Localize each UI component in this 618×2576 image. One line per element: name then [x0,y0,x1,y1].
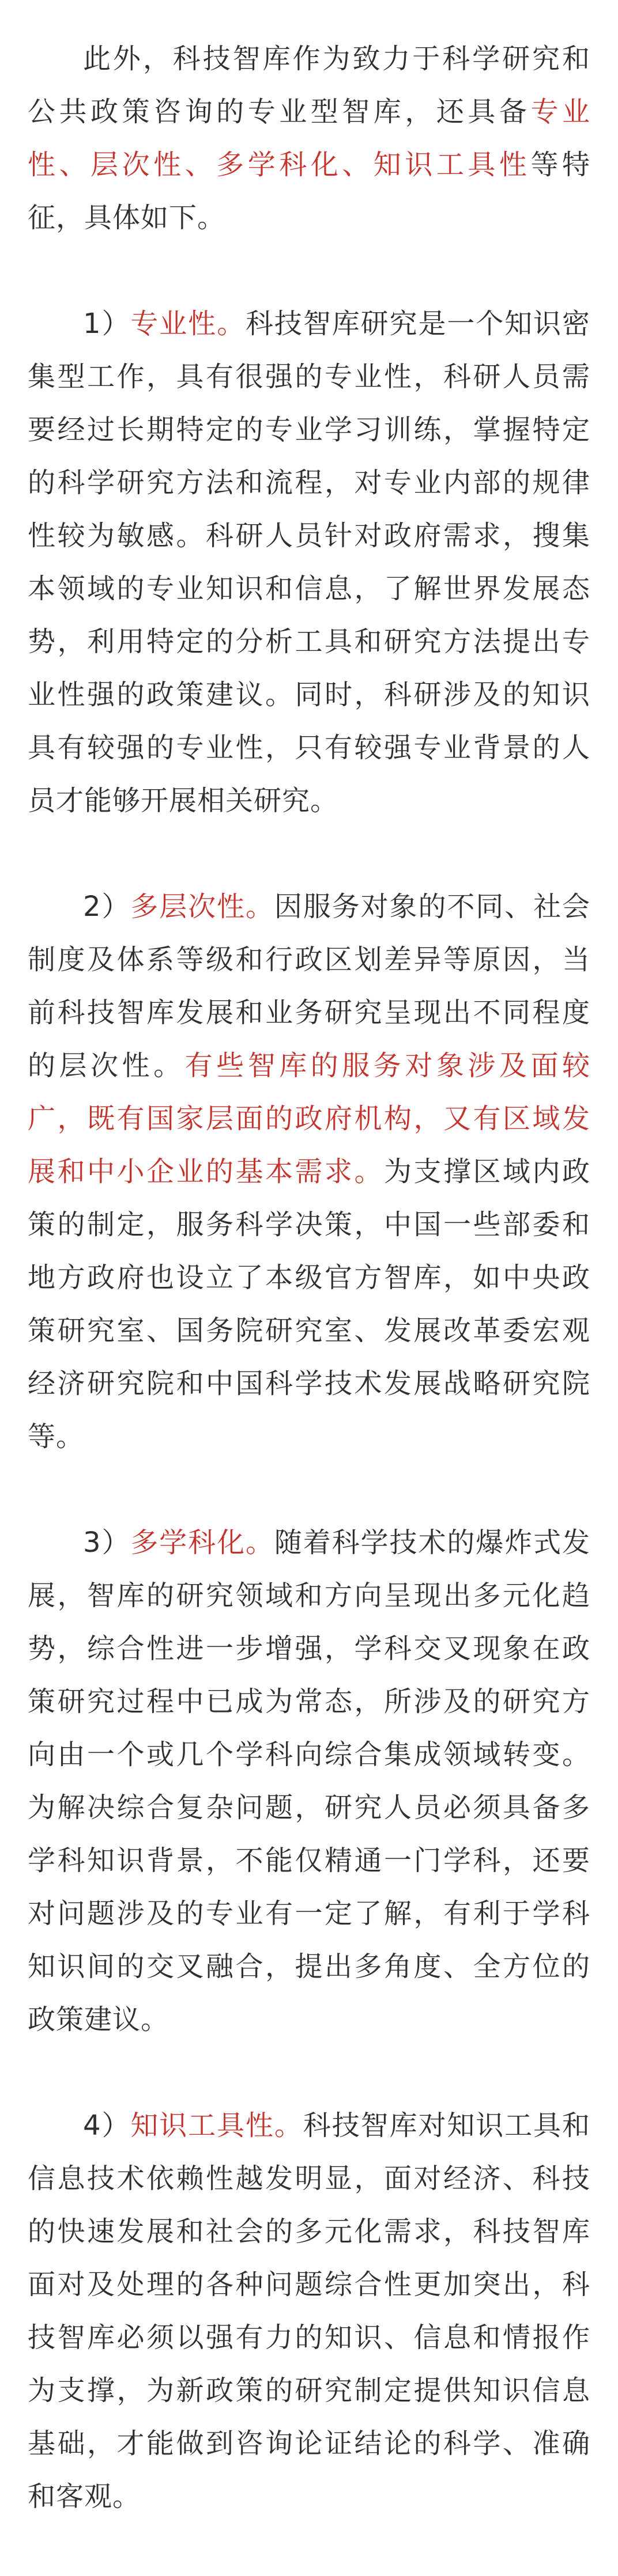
section-title: 多学科化。 [130,1526,274,1559]
section-paragraph-multilevel [28,880,590,1463]
section-paragraph-professional [28,297,590,827]
section-title: 知识工具性。 [130,2109,303,2142]
intro-paragraph [28,32,590,244]
article-body [28,32,590,2576]
section-paragraph-knowledge-tools [28,2099,590,2523]
section-number: 1） [83,308,131,340]
section-number: 3） [83,1526,131,1559]
section-body: 因服务对象的不同、社会制度及体系等级和行政区划差异等原因，当前科技智库发展和业务研究呈现出不同程度的层次性。 [28,891,590,1082]
section-paragraph-multidisciplinary [28,1516,590,2046]
section-title: 专业性。 [130,308,246,340]
intro-text-2: 等特征，具体如下。 [28,149,590,234]
intro-highlight: 专业性、层次性、多学科化、知识工具性 [28,96,590,181]
section-body: 科技智库对知识工具和信息技术依赖性越发明显，面对经济、科技的快速发展和社会的多元化需求，科技智库面对及处理的各种问题综合性更加突出，科技智库必须以强有力的知识、信息和情报作为支撑，为新政策的研究制定提供知识信息基础，才能做到咨询论证结论的科学、准确和客观。 [28,2109,590,2513]
section-number: 4） [83,2109,131,2142]
section-number: 2） [83,891,131,923]
section-body-highlight: 有些智库的服务对象涉及面较广，既有国家层面的政府机构，又有区域发展和中小企业的基本需求。 [28,1050,590,1188]
intro-text-1: 此外，科技智库作为致力于科学研究和公共政策咨询的专业型智库，还具备 [28,43,590,128]
section-title: 多层次性。 [130,891,274,923]
section-body: 随着科学技术的爆炸式发展，智库的研究领域和方向呈现出多元化趋势，综合性进一步增强，学科交叉现象在政策研究过程中已成为常态，所涉及的研究方向由一个或几个学科向综合集成领域转变。为解决综合复杂问题，研究人员必须具备多学科知识背景，不能仅精通一门学科，还要对问题涉及的专业有一定了解，有利于学科知识间的交叉融合，提出多角度、全方位的政策建议。 [28,1526,590,2036]
section-body: 为支撑区域内政策的制定，服务科学决策，中国一些部委和地方政府也设立了本级官方智库，如中央政策研究室、国务院研究室、发展改革委宏观经济研究院和中国科学技术发展战略研究院等。 [28,1156,590,1453]
section-body: 科技智库研究是一个知识密集型工作，具有很强的专业性，科研人员需要经过长期特定的专业学习训练，掌握特定的科学研究方法和流程，对专业内部的规律性较为敏感。科研人员针对政府需求，搜集本领域的专业知识和信息，了解世界发展态势，利用特定的分析工具和研究方法提出专业性强的政策建议。同时，科研涉及的知识具有较强的专业性，只有较强专业背景的人员才能够开展相关研究。 [28,308,590,817]
